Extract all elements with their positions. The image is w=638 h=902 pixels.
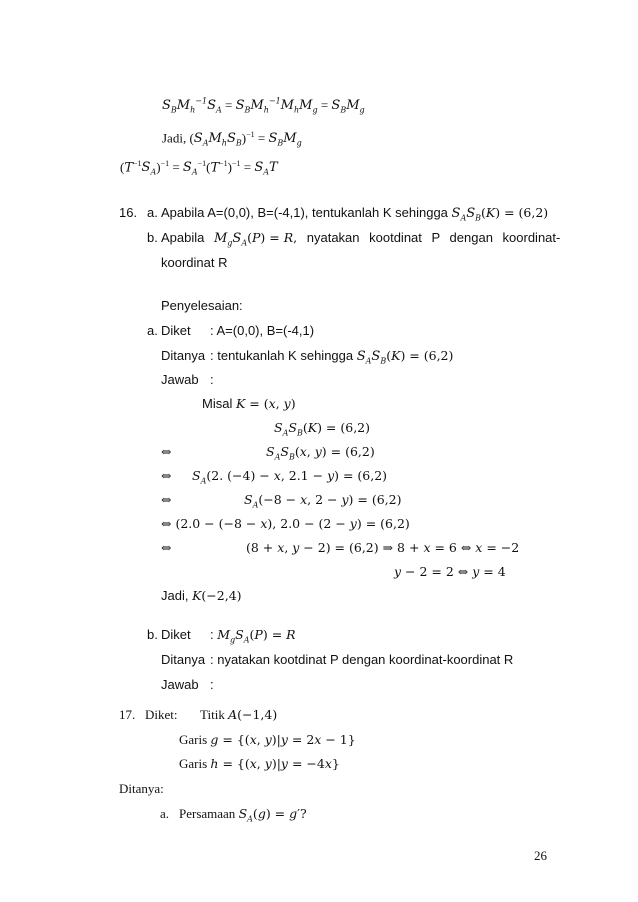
q16-b-text-2: koordinat R [161,255,228,270]
sol-b-jawab-colon: : [210,677,214,692]
jadi-label: Jadi, [162,130,187,146]
step-4: $S_A(-8 - x$, 2 − y) = (6,2) [244,492,402,510]
step-1: $S_AS_B(K) = (6,2)$ [274,420,370,438]
step-3: $S_A(2$. (−4) − x, 2.1 − y) = (6,2) [192,468,388,486]
q16-b-text-1: Apabila $M_gS_A(P) = R$, nyatakan kootdinat P dengan koordinat- [161,230,561,248]
arrow-4: ⇔ [161,492,172,507]
sol-b-diket-value: : $M_gS_A(P) = R$ [210,627,296,645]
step-2: $S_AS_B(x$, y) = (6,2) [266,444,375,462]
sol-b-ditanya-value: : nyatakan kootdinat P dengan koordinat-koordinat R [210,652,514,667]
q16-b-label: b. [147,230,158,245]
q17-titik: Titik A(−1,4) [200,707,278,722]
q16-a-text: Apabila A=(0,0), B=(-4,1), tentukanlah K sehingga $S_AS_B(K) = (6,2)$ [161,205,549,223]
sol-a-label: a. [147,323,158,338]
sol-a-ditanya-label: Ditanya [161,348,206,363]
step-5: ⇔ (2.0 − (−8 − x), 2.0 − (2 − y) = (6,2) [161,516,410,531]
q17-ditanya-label: Ditanya: [119,781,164,796]
q16-number: 16. [119,205,138,220]
step-7: y − 2 = 2 ⇔ y = 4 [394,564,506,579]
sol-a-jawab-label: Jawab [161,372,199,387]
sol-a-diket-value: : A=(0,0), B=(-4,1) [210,323,315,338]
equation-line-2: Jadi, $(S_AM_hS_B)^{-1} = S_BM_g$ [162,130,302,148]
misal-line: Misal K = (x, y) [202,396,296,411]
sol-b-diket-label: Diket [161,627,191,642]
equation-line-1: $S_BM_h^{-1}S_A = S_BM_h^{-1}M_hM_g = S_BM_g$ [162,97,365,115]
arrow-2: ⇔ [161,444,172,459]
step-6: (8 + x, y − 2) = (6,2) ⇒ 8 + x = 6 ⇔ x = −2 [246,540,520,555]
sol-b-jawab-label: Jawab [161,677,199,692]
arrow-6: ⇔ [161,540,172,555]
q17-a-text: Persamaan $S_A(g) = g'$? [179,806,307,824]
sol-a-conclusion: Jadi, K(−2,4) [161,588,242,603]
q16-a-label: a. [147,205,158,220]
solution-heading: Penyelesaian: [161,298,243,313]
q17-garis-h: Garis h = {(x, y)|y = −4x} [179,756,340,771]
sol-b-ditanya-label: Ditanya [161,652,206,667]
q17-diket-label: Diket: [145,707,178,722]
arrow-3: ⇔ [161,468,172,483]
sol-a-diket-label: Diket [161,323,191,338]
sol-b-label: b. [147,627,158,642]
equation-line-3: $(T^{-1}S_A)^{-1} = S_A^{-1}(T^{-1})^{-1} = S_AT$ [120,159,278,177]
sol-a-jawab-colon: : [210,372,214,387]
q17-number: 17. [119,707,136,722]
q17-garis-g: Garis g = {(x, y)|y = 2x − 1} [179,732,356,747]
q17-a-label: a. [160,806,170,821]
sol-a-ditanya-value: : tentukanlah K sehingga $S_AS_B(K) = (6,2)$ [210,348,454,366]
page-number: 26 [534,848,547,863]
